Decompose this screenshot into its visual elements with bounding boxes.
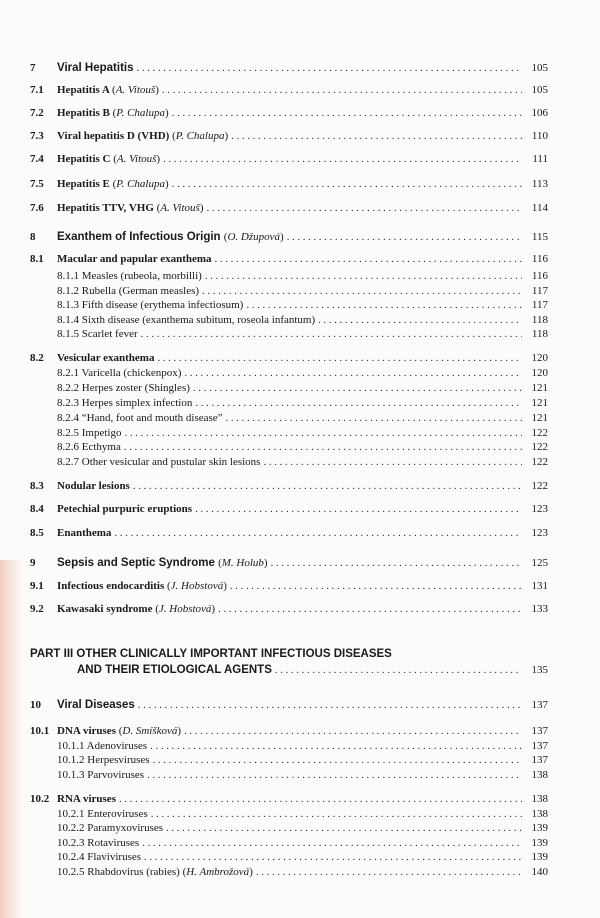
entry-author: J. Hobstová bbox=[158, 603, 212, 615]
toc-entry bbox=[30, 152, 548, 167]
entry-title: 10.2.5 Rhabdovirus (rabies) bbox=[57, 866, 180, 878]
entry-page: 122 bbox=[531, 427, 548, 439]
leader-dots bbox=[137, 61, 523, 76]
toc-entry bbox=[30, 739, 548, 754]
entry-title: Exanthem of Infectious Origin bbox=[57, 231, 221, 243]
entry-title: Vesicular exanthema bbox=[57, 352, 155, 364]
leader-dots bbox=[231, 129, 522, 144]
entry-author: P. Chalupa bbox=[116, 107, 165, 119]
leader-dots bbox=[318, 313, 522, 328]
leader-dots bbox=[205, 269, 522, 284]
leader-dots bbox=[218, 602, 522, 617]
toc-entry bbox=[30, 698, 548, 713]
entry-title: Viral Diseases bbox=[57, 699, 135, 711]
entry-page: 118 bbox=[531, 328, 548, 340]
leader-dots bbox=[207, 201, 523, 216]
leader-dots bbox=[263, 455, 522, 470]
entry-page: 137 bbox=[531, 699, 548, 711]
leader-dots bbox=[184, 366, 522, 381]
toc-entry bbox=[30, 663, 548, 678]
entry-title-wrap bbox=[57, 807, 148, 822]
entry-title: 10.1.1 Adenoviruses bbox=[57, 740, 148, 752]
entry-page: 121 bbox=[531, 382, 548, 394]
entry-title-wrap bbox=[57, 269, 202, 284]
toc-entry bbox=[30, 106, 548, 121]
leader-dots bbox=[195, 396, 522, 411]
entry-title-wrap: Hepatitis C (A. Vitouš) bbox=[57, 153, 161, 165]
entry-title: Viral hepatitis D (VHD) bbox=[57, 130, 170, 142]
entry-title: 8.2.7 Other vesicular and pustular skin lesions bbox=[57, 456, 261, 468]
entry-title-wrap bbox=[57, 313, 315, 328]
toc-entry bbox=[30, 381, 548, 396]
entry-title: 8.2.6 Ecthyma bbox=[57, 441, 121, 453]
leader-dots bbox=[166, 821, 522, 836]
leader-dots bbox=[202, 284, 522, 299]
toc-entry bbox=[30, 865, 548, 880]
toc-entry bbox=[30, 327, 548, 342]
toc-entry bbox=[30, 502, 548, 517]
entry-page: 120 bbox=[531, 367, 548, 379]
entry-title: 8.2.5 Impetigo bbox=[57, 427, 122, 439]
toc-entry bbox=[30, 724, 548, 739]
entry-page: 122 bbox=[531, 480, 548, 492]
entry-title-wrap bbox=[57, 381, 190, 396]
entry-number: 7.3 bbox=[30, 130, 44, 142]
entry-title-wrap bbox=[57, 366, 181, 381]
entry-page: 113 bbox=[531, 178, 548, 190]
entry-title: Hepatitis C bbox=[57, 153, 111, 165]
entry-title: 8.1.5 Scarlet fever bbox=[57, 328, 138, 340]
entry-page: 110 bbox=[531, 130, 548, 142]
leader-dots bbox=[256, 865, 522, 880]
entry-number: 7.4 bbox=[30, 153, 44, 165]
entry-title-wrap bbox=[57, 455, 260, 470]
entry-title-wrap bbox=[57, 479, 130, 494]
entry-title: PART III OTHER CLINICALLY IMPORTANT INFECTIOUS DISEASES bbox=[30, 648, 392, 660]
entry-title: 8.2.2 Herpes zoster (Shingles) bbox=[57, 382, 190, 394]
entry-page: 131 bbox=[531, 580, 548, 592]
toc-entry bbox=[30, 177, 548, 192]
entry-title: Hepatitis A bbox=[57, 84, 110, 96]
toc-entry bbox=[30, 284, 548, 299]
leader-dots bbox=[138, 698, 522, 713]
entry-number: 8.3 bbox=[30, 480, 44, 492]
entry-number: 9.2 bbox=[30, 603, 44, 615]
entry-page: 125 bbox=[531, 557, 548, 569]
entry-title: 8.1.2 Rubella (German measles) bbox=[57, 285, 200, 297]
entry-page: 122 bbox=[531, 456, 548, 468]
toc-entry bbox=[30, 83, 548, 98]
leader-dots bbox=[141, 327, 522, 342]
entry-page: 117 bbox=[531, 285, 548, 297]
entry-number: 7.5 bbox=[30, 178, 44, 190]
entry-title-wrap bbox=[57, 821, 163, 836]
entry-page: 122 bbox=[531, 441, 548, 453]
entry-title: 10.1.3 Parvoviruses bbox=[57, 769, 145, 781]
leader-dots bbox=[184, 724, 522, 739]
leader-dots bbox=[124, 426, 522, 441]
entry-page: 105 bbox=[531, 62, 548, 74]
page-edge-tint bbox=[0, 560, 22, 918]
entry-author: H. Ambrožová bbox=[186, 866, 250, 878]
leader-dots bbox=[153, 753, 522, 768]
toc-entry bbox=[30, 440, 548, 455]
entry-title-wrap bbox=[57, 739, 147, 754]
entry-number: 7.1 bbox=[30, 84, 44, 96]
leader-dots bbox=[144, 850, 522, 865]
entry-page: 106 bbox=[531, 107, 548, 119]
entry-title-wrap: Viral hepatitis D (VHD) (P. Chalupa) bbox=[57, 130, 229, 142]
entry-title: Hepatitis B bbox=[57, 107, 110, 119]
entry-author: P. Chalupa bbox=[175, 130, 225, 142]
entry-title: 10.2.4 Flaviviruses bbox=[57, 851, 142, 863]
entry-number: 7 bbox=[30, 62, 36, 74]
toc-entry bbox=[30, 269, 548, 284]
leader-dots bbox=[275, 663, 522, 678]
entry-title-wrap bbox=[57, 440, 121, 455]
entry-title-wrap bbox=[57, 753, 150, 768]
toc-entry bbox=[30, 556, 548, 571]
entry-page: 105 bbox=[531, 84, 548, 96]
toc-entry bbox=[30, 753, 548, 768]
entry-title: Hepatitis E bbox=[57, 178, 110, 190]
toc-entry bbox=[30, 426, 548, 441]
entry-page: 137 bbox=[531, 740, 548, 752]
entry-title-wrap bbox=[57, 396, 192, 411]
leader-dots bbox=[230, 579, 522, 594]
toc-entry bbox=[30, 792, 548, 807]
entry-author: O. Džupová bbox=[227, 231, 281, 243]
leader-dots bbox=[151, 807, 522, 822]
entry-title: 10.2.1 Enteroviruses bbox=[57, 808, 148, 820]
toc-entry bbox=[30, 455, 548, 470]
entry-title: 8.2.1 Varicella (chickenpox) bbox=[57, 367, 182, 379]
leader-dots bbox=[133, 479, 522, 494]
entry-title-wrap: DNA viruses (D. Smíšková) bbox=[57, 725, 182, 737]
toc-entry bbox=[30, 366, 548, 381]
leader-dots bbox=[114, 526, 522, 541]
toc-entry bbox=[30, 821, 548, 836]
entry-number: 10.2 bbox=[30, 793, 50, 805]
leader-dots bbox=[287, 230, 522, 245]
entry-title: 8.2.3 Herpes simplex infection bbox=[57, 397, 193, 409]
entry-title: 8.1.1 Measles (rubeola, morbilli) bbox=[57, 270, 202, 282]
entry-title: Hepatitis TTV, VHG bbox=[57, 202, 154, 214]
entry-page: 123 bbox=[531, 527, 548, 539]
entry-page: 123 bbox=[531, 503, 548, 515]
entry-title-wrap bbox=[57, 836, 139, 851]
leader-dots bbox=[172, 177, 522, 192]
toc-entry bbox=[30, 579, 548, 594]
toc-entry bbox=[30, 850, 548, 865]
entry-title: 8.1.4 Sixth disease (exanthema subitum, roseola infantum) bbox=[57, 314, 316, 326]
entry-author: P. Chalupa bbox=[116, 178, 165, 190]
entry-page: 137 bbox=[531, 725, 548, 737]
entry-author: J. Hobstová bbox=[170, 580, 224, 592]
leader-dots bbox=[119, 792, 522, 807]
entry-title-wrap bbox=[77, 663, 272, 678]
leader-dots bbox=[226, 411, 522, 426]
leader-dots bbox=[163, 152, 522, 167]
entry-title: Petechial purpuric eruptions bbox=[57, 503, 193, 515]
toc-entry bbox=[30, 396, 548, 411]
entry-title-wrap bbox=[57, 298, 243, 313]
entry-page: 140 bbox=[531, 866, 548, 878]
entry-page: 138 bbox=[531, 808, 548, 820]
entry-page: 114 bbox=[531, 202, 548, 214]
leader-dots bbox=[142, 836, 522, 851]
entry-page: 116 bbox=[531, 253, 548, 265]
entry-title: Kawasaki syndrome bbox=[57, 603, 153, 615]
entry-title-wrap bbox=[57, 850, 141, 865]
leader-dots bbox=[150, 739, 522, 754]
toc-entry bbox=[30, 807, 548, 822]
leader-dots bbox=[147, 768, 522, 783]
entry-page: 116 bbox=[531, 270, 548, 282]
entry-number: 7.2 bbox=[30, 107, 44, 119]
entry-title-wrap bbox=[57, 698, 135, 713]
entry-number: 8.4 bbox=[30, 503, 44, 515]
toc-entry bbox=[30, 602, 548, 617]
entry-author: D. Smíšková bbox=[122, 725, 178, 737]
toc-entry bbox=[30, 526, 548, 541]
entry-number: 8.5 bbox=[30, 527, 44, 539]
entry-title: 10.1.2 Herpesviruses bbox=[57, 754, 150, 766]
toc-entry bbox=[30, 836, 548, 851]
entry-title-wrap bbox=[57, 792, 116, 807]
entry-number: 8.1 bbox=[30, 253, 44, 265]
entry-title: Nodular lesions bbox=[57, 480, 130, 492]
entry-title: Enanthema bbox=[57, 527, 112, 539]
entry-number: 9 bbox=[30, 557, 36, 569]
entry-title: AND THEIR ETIOLOGICAL AGENTS bbox=[77, 664, 272, 676]
entry-author: A. Vitouš bbox=[160, 202, 200, 214]
leader-dots bbox=[215, 252, 522, 267]
leader-dots bbox=[157, 351, 522, 366]
entry-title: 8.1.3 Fifth disease (erythema infectiosum) bbox=[57, 299, 244, 311]
entry-title-wrap: Infectious endocarditis (J. Hobstová) bbox=[57, 580, 227, 592]
entry-page: 121 bbox=[531, 412, 548, 424]
entry-page: 111 bbox=[532, 153, 548, 165]
entry-title-wrap bbox=[57, 411, 223, 426]
entry-title-wrap bbox=[57, 526, 111, 541]
toc-entry bbox=[30, 313, 548, 328]
entry-title: RNA viruses bbox=[57, 793, 116, 805]
entry-page: 133 bbox=[531, 603, 548, 615]
entry-title: 10.2.2 Paramyxoviruses bbox=[57, 822, 164, 834]
entry-title-wrap bbox=[57, 351, 154, 366]
entry-page: 138 bbox=[531, 793, 548, 805]
toc-entry bbox=[30, 411, 548, 426]
entry-page: 120 bbox=[531, 352, 548, 364]
entry-author: M. Holub bbox=[221, 557, 264, 569]
toc-entry bbox=[30, 129, 548, 144]
entry-page: 135 bbox=[531, 664, 548, 676]
leader-dots bbox=[193, 381, 522, 396]
leader-dots bbox=[246, 298, 522, 313]
entry-number: 8.2 bbox=[30, 352, 44, 364]
entry-page: 139 bbox=[531, 837, 548, 849]
leader-dots bbox=[124, 440, 522, 455]
entry-page: 115 bbox=[531, 231, 548, 243]
entry-title-wrap: 10.2.5 Rhabdovirus (rabies) (H. Ambrožová) bbox=[57, 866, 253, 878]
entry-title: Infectious endocarditis bbox=[57, 580, 165, 592]
leader-dots bbox=[271, 556, 522, 571]
toc-entry bbox=[30, 479, 548, 494]
toc-entry bbox=[30, 252, 548, 267]
toc-entry bbox=[30, 298, 548, 313]
entry-title-wrap bbox=[57, 284, 199, 299]
toc-entry bbox=[30, 230, 548, 245]
entry-number: 10 bbox=[30, 699, 41, 711]
entry-page: 121 bbox=[531, 397, 548, 409]
toc-entry bbox=[30, 647, 548, 662]
entry-page: 117 bbox=[531, 299, 548, 311]
entry-title-wrap: Hepatitis E (P. Chalupa) bbox=[57, 178, 169, 190]
entry-author: A. Vitouš bbox=[115, 84, 156, 96]
toc-entry bbox=[30, 61, 548, 76]
entry-page: 137 bbox=[531, 754, 548, 766]
entry-title-wrap bbox=[57, 768, 144, 783]
entry-title-wrap bbox=[57, 327, 138, 342]
leader-dots bbox=[195, 502, 522, 517]
entry-number: 9.1 bbox=[30, 580, 44, 592]
entry-title: 10.2.3 Rotaviruses bbox=[57, 837, 140, 849]
entry-title-wrap bbox=[57, 61, 134, 76]
entry-number: 10.1 bbox=[30, 725, 50, 737]
entry-title-wrap bbox=[57, 502, 192, 517]
entry-title: Viral Hepatitis bbox=[57, 62, 134, 74]
entry-title: Macular and papular exanthema bbox=[57, 253, 212, 265]
entry-page: 139 bbox=[531, 822, 548, 834]
entry-page: 139 bbox=[531, 851, 548, 863]
entry-title-wrap: Hepatitis A (A. Vitouš) bbox=[57, 84, 159, 96]
entry-title-wrap bbox=[57, 426, 121, 441]
entry-number: 7.6 bbox=[30, 202, 44, 214]
entry-title: Sepsis and Septic Syndrome bbox=[57, 557, 215, 569]
entry-page: 138 bbox=[531, 769, 548, 781]
entry-title: 8.2.4 “Hand, foot and mouth disease” bbox=[57, 412, 223, 424]
entry-title-wrap bbox=[57, 252, 212, 267]
leader-dots bbox=[172, 106, 522, 121]
entry-title-wrap bbox=[30, 647, 392, 662]
entry-title-wrap: Kawasaki syndrome (J. Hobstová) bbox=[57, 603, 216, 615]
entry-number: 8 bbox=[30, 231, 36, 243]
toc-entry bbox=[30, 201, 548, 216]
entry-author: A. Vitouš bbox=[116, 153, 157, 165]
entry-title-wrap: Hepatitis TTV, VHG (A. Vitouš) bbox=[57, 202, 204, 214]
entry-title: DNA viruses bbox=[57, 725, 116, 737]
entry-title-wrap: Sepsis and Septic Syndrome (M. Holub) bbox=[57, 557, 268, 569]
toc-entry bbox=[30, 351, 548, 366]
entry-title-wrap: Exanthem of Infectious Origin (O. Džupová) bbox=[57, 231, 284, 243]
entry-page: 118 bbox=[531, 314, 548, 326]
toc-entry bbox=[30, 768, 548, 783]
entry-title-wrap: Hepatitis B (P. Chalupa) bbox=[57, 107, 169, 119]
leader-dots bbox=[162, 83, 522, 98]
